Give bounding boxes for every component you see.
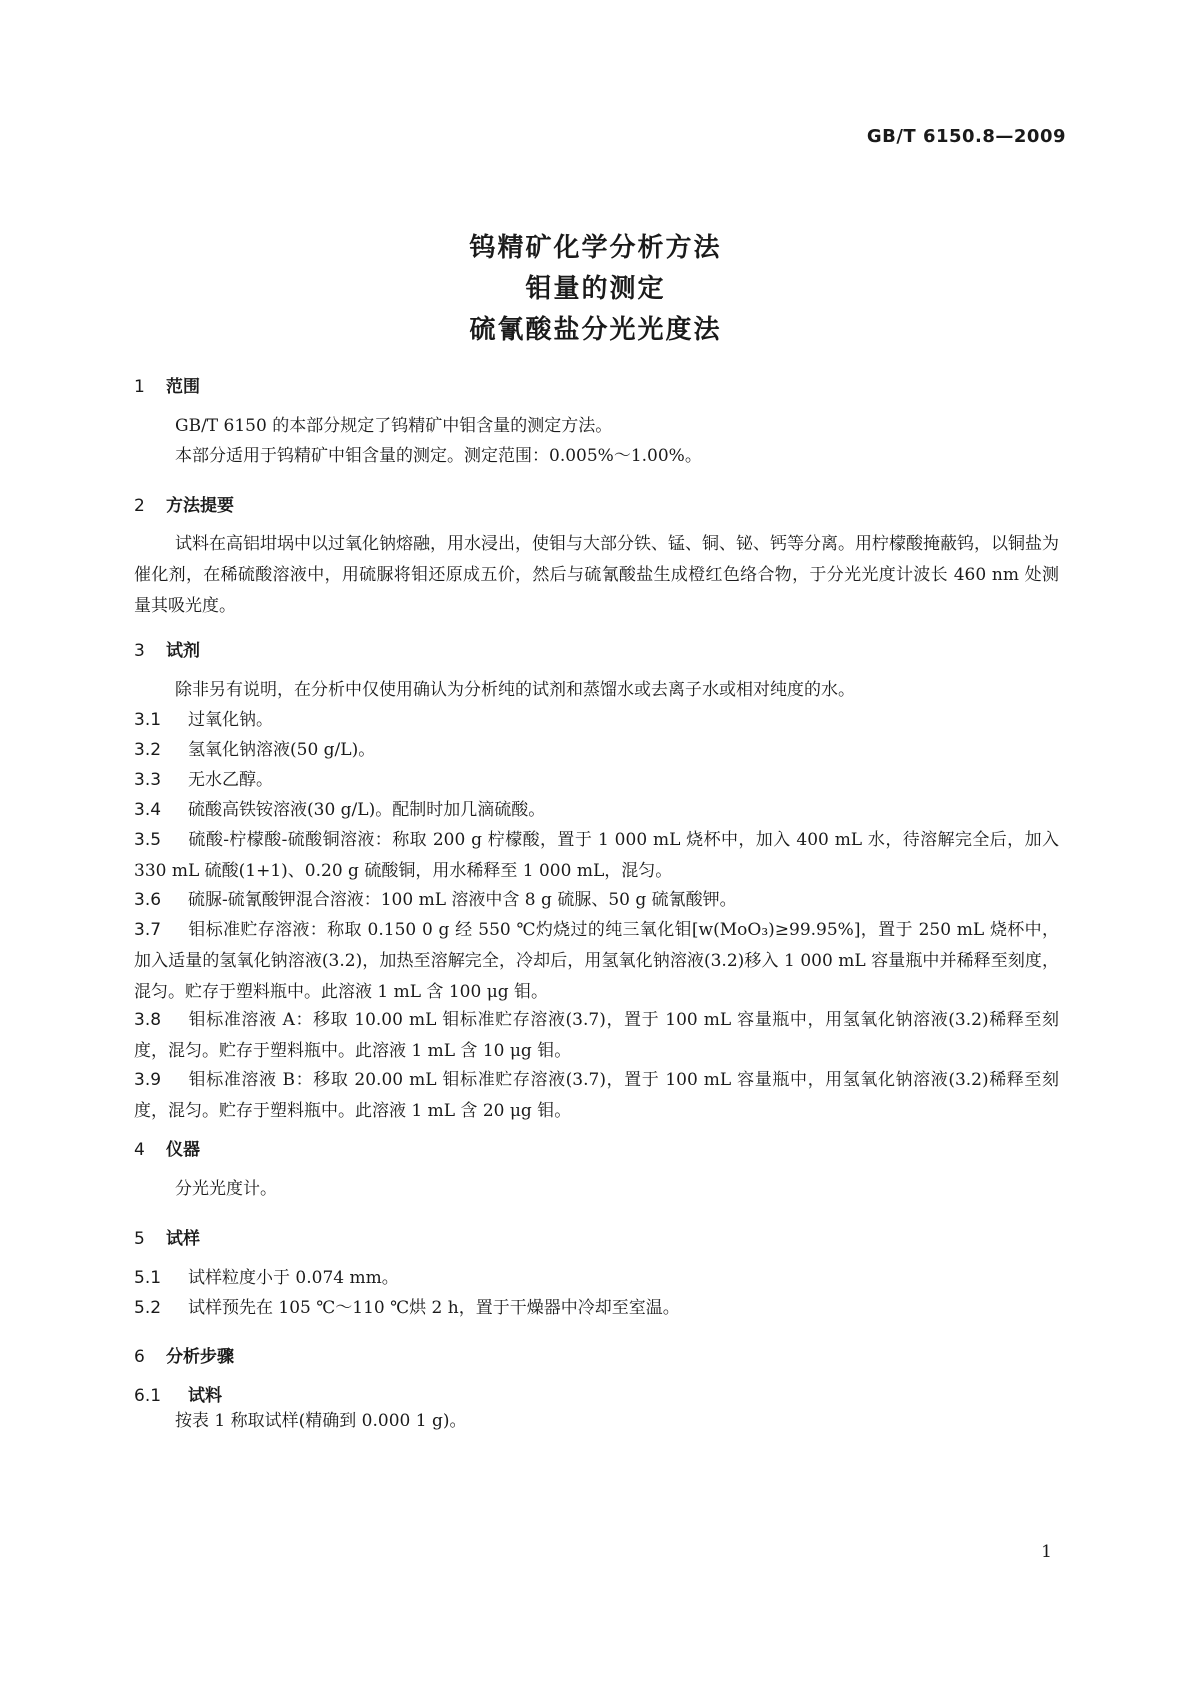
section-number: 2	[134, 496, 145, 516]
item-text: 试样粒度小于 0.074 mm。	[188, 1268, 399, 1288]
paragraph: GB/T 6150 的本部分规定了钨精矿中钼含量的测定方法。	[175, 416, 613, 436]
item-text: 硫脲-硫氰酸钾混合溶液：100 mL 溶液中含 8 g 硫脲、50 g 硫氰酸钾。	[188, 890, 737, 910]
subsection-6-1-heading	[134, 1381, 222, 1406]
title-line-3: 硫氰酸盐分光光度法	[469, 315, 722, 345]
item-text: 钼标准贮存溶液：称取 0.150 0 g 经 550 ℃灼烧过的纯三氧化钼[w(MoO₃)≥99.95%]，置于 250 mL 烧杯中，加入适量的氢氧化钠溶液(3.2)，加热至溶解完全，冷却后，用氢氧化钠溶液(3.2)移入 1 000 mL 容量瓶中并稀释至刻度，混匀。贮存于塑料瓶中。此溶液 1 mL 含 100 μg 钼。	[134, 920, 1059, 1002]
item-text: 过氧化钠。	[188, 710, 273, 730]
section-number: 1	[134, 377, 145, 397]
paragraph: 本部分适用于钨精矿中钼含量的测定。测定范围：0.005%～1.00%。	[175, 446, 702, 466]
section-1-heading	[134, 372, 200, 397]
list-item	[134, 1293, 1059, 1324]
subsection-number: 6.1	[134, 1386, 162, 1406]
section-title: 范围	[166, 377, 200, 397]
paragraph: 分光光度计。	[175, 1179, 277, 1199]
item-number: 3.4	[134, 800, 162, 820]
list-item	[134, 915, 1059, 1008]
section-title: 仪器	[166, 1140, 200, 1160]
list-item	[134, 735, 1059, 766]
item-number: 3.5	[134, 830, 162, 850]
item-text: 硫酸-柠檬酸-硫酸铜溶液：称取 200 g 柠檬酸，置于 1 000 mL 烧杯中，加入 400 mL 水，待溶解完全后，加入 330 mL 硫酸(1+1)、0.20 g 硫酸铜，用水稀释至 1 000 mL，混匀。	[134, 830, 1059, 881]
section-3-heading	[134, 636, 200, 661]
subsection-title: 试料	[188, 1386, 222, 1406]
section-6-heading	[134, 1342, 234, 1367]
list-item	[134, 795, 1059, 826]
standard-number: GB/T 6150.8—2009	[866, 126, 1066, 147]
section-title: 试剂	[166, 641, 200, 661]
item-text: 硫酸高铁铵溶液(30 g/L)。配制时加几滴硫酸。	[188, 800, 546, 820]
section-4-heading	[134, 1135, 200, 1160]
item-text: 试样预先在 105 ℃～110 ℃烘 2 h，置于干燥器中冷却至室温。	[188, 1298, 680, 1318]
paragraph: 除非另有说明，在分析中仅使用确认为分析纯的试剂和蒸馏水或去离子水或相对纯度的水。	[175, 680, 855, 700]
document-title	[0, 228, 1191, 351]
item-number: 3.9	[134, 1070, 162, 1090]
item-number: 3.6	[134, 890, 162, 910]
section-number: 6	[134, 1347, 145, 1367]
item-text: 无水乙醇。	[188, 770, 273, 790]
item-number: 5.1	[134, 1268, 162, 1288]
title-line-2: 钼量的测定	[525, 274, 666, 304]
page-number: 1	[1041, 1542, 1052, 1562]
section-number: 5	[134, 1229, 145, 1249]
section-5-heading	[134, 1224, 200, 1249]
section-number: 4	[134, 1140, 145, 1160]
list-item	[134, 885, 1059, 916]
section-title: 试样	[166, 1229, 200, 1249]
list-item	[134, 1263, 1059, 1294]
list-item	[134, 1065, 1059, 1127]
item-number: 3.2	[134, 740, 162, 760]
paragraph: 试料在高铝坩埚中以过氧化钠熔融，用水浸出，使钼与大部分铁、锰、铜、铋、钙等分离。用柠檬酸掩蔽钨，以铜盐为催化剂，在稀硫酸溶液中，用硫脲将钼还原成五价，然后与硫氰酸盐生成橙红色络合物，于分光光度计波长 460 nm 处测量其吸光度。	[134, 534, 1059, 616]
title-line-1: 钨精矿化学分析方法	[469, 233, 722, 263]
paragraph: 按表 1 称取试样(精确到 0.000 1 g)。	[175, 1411, 467, 1431]
list-item	[134, 1005, 1059, 1067]
item-number: 3.8	[134, 1010, 162, 1030]
item-number: 3.3	[134, 770, 162, 790]
section-2-heading	[134, 491, 234, 516]
item-number: 3.1	[134, 710, 162, 730]
list-item	[134, 825, 1059, 887]
item-number: 5.2	[134, 1298, 162, 1318]
list-item	[134, 705, 1059, 736]
list-item	[134, 765, 1059, 796]
item-text: 钼标准溶液 B：移取 20.00 mL 钼标准贮存溶液(3.7)，置于 100 mL 容量瓶中，用氢氧化钠溶液(3.2)稀释至刻度，混匀。贮存于塑料瓶中。此溶液 1 mL 含 20 μg 钼。	[134, 1070, 1059, 1121]
item-text: 氢氧化钠溶液(50 g/L)。	[188, 740, 376, 760]
section-title: 分析步骤	[166, 1347, 234, 1367]
section-number: 3	[134, 641, 145, 661]
section-title: 方法提要	[166, 496, 234, 516]
item-number: 3.7	[134, 920, 162, 940]
item-text: 钼标准溶液 A：移取 10.00 mL 钼标准贮存溶液(3.7)，置于 100 mL 容量瓶中，用氢氧化钠溶液(3.2)稀释至刻度，混匀。贮存于塑料瓶中。此溶液 1 mL 含 10 μg 钼。	[134, 1010, 1059, 1061]
